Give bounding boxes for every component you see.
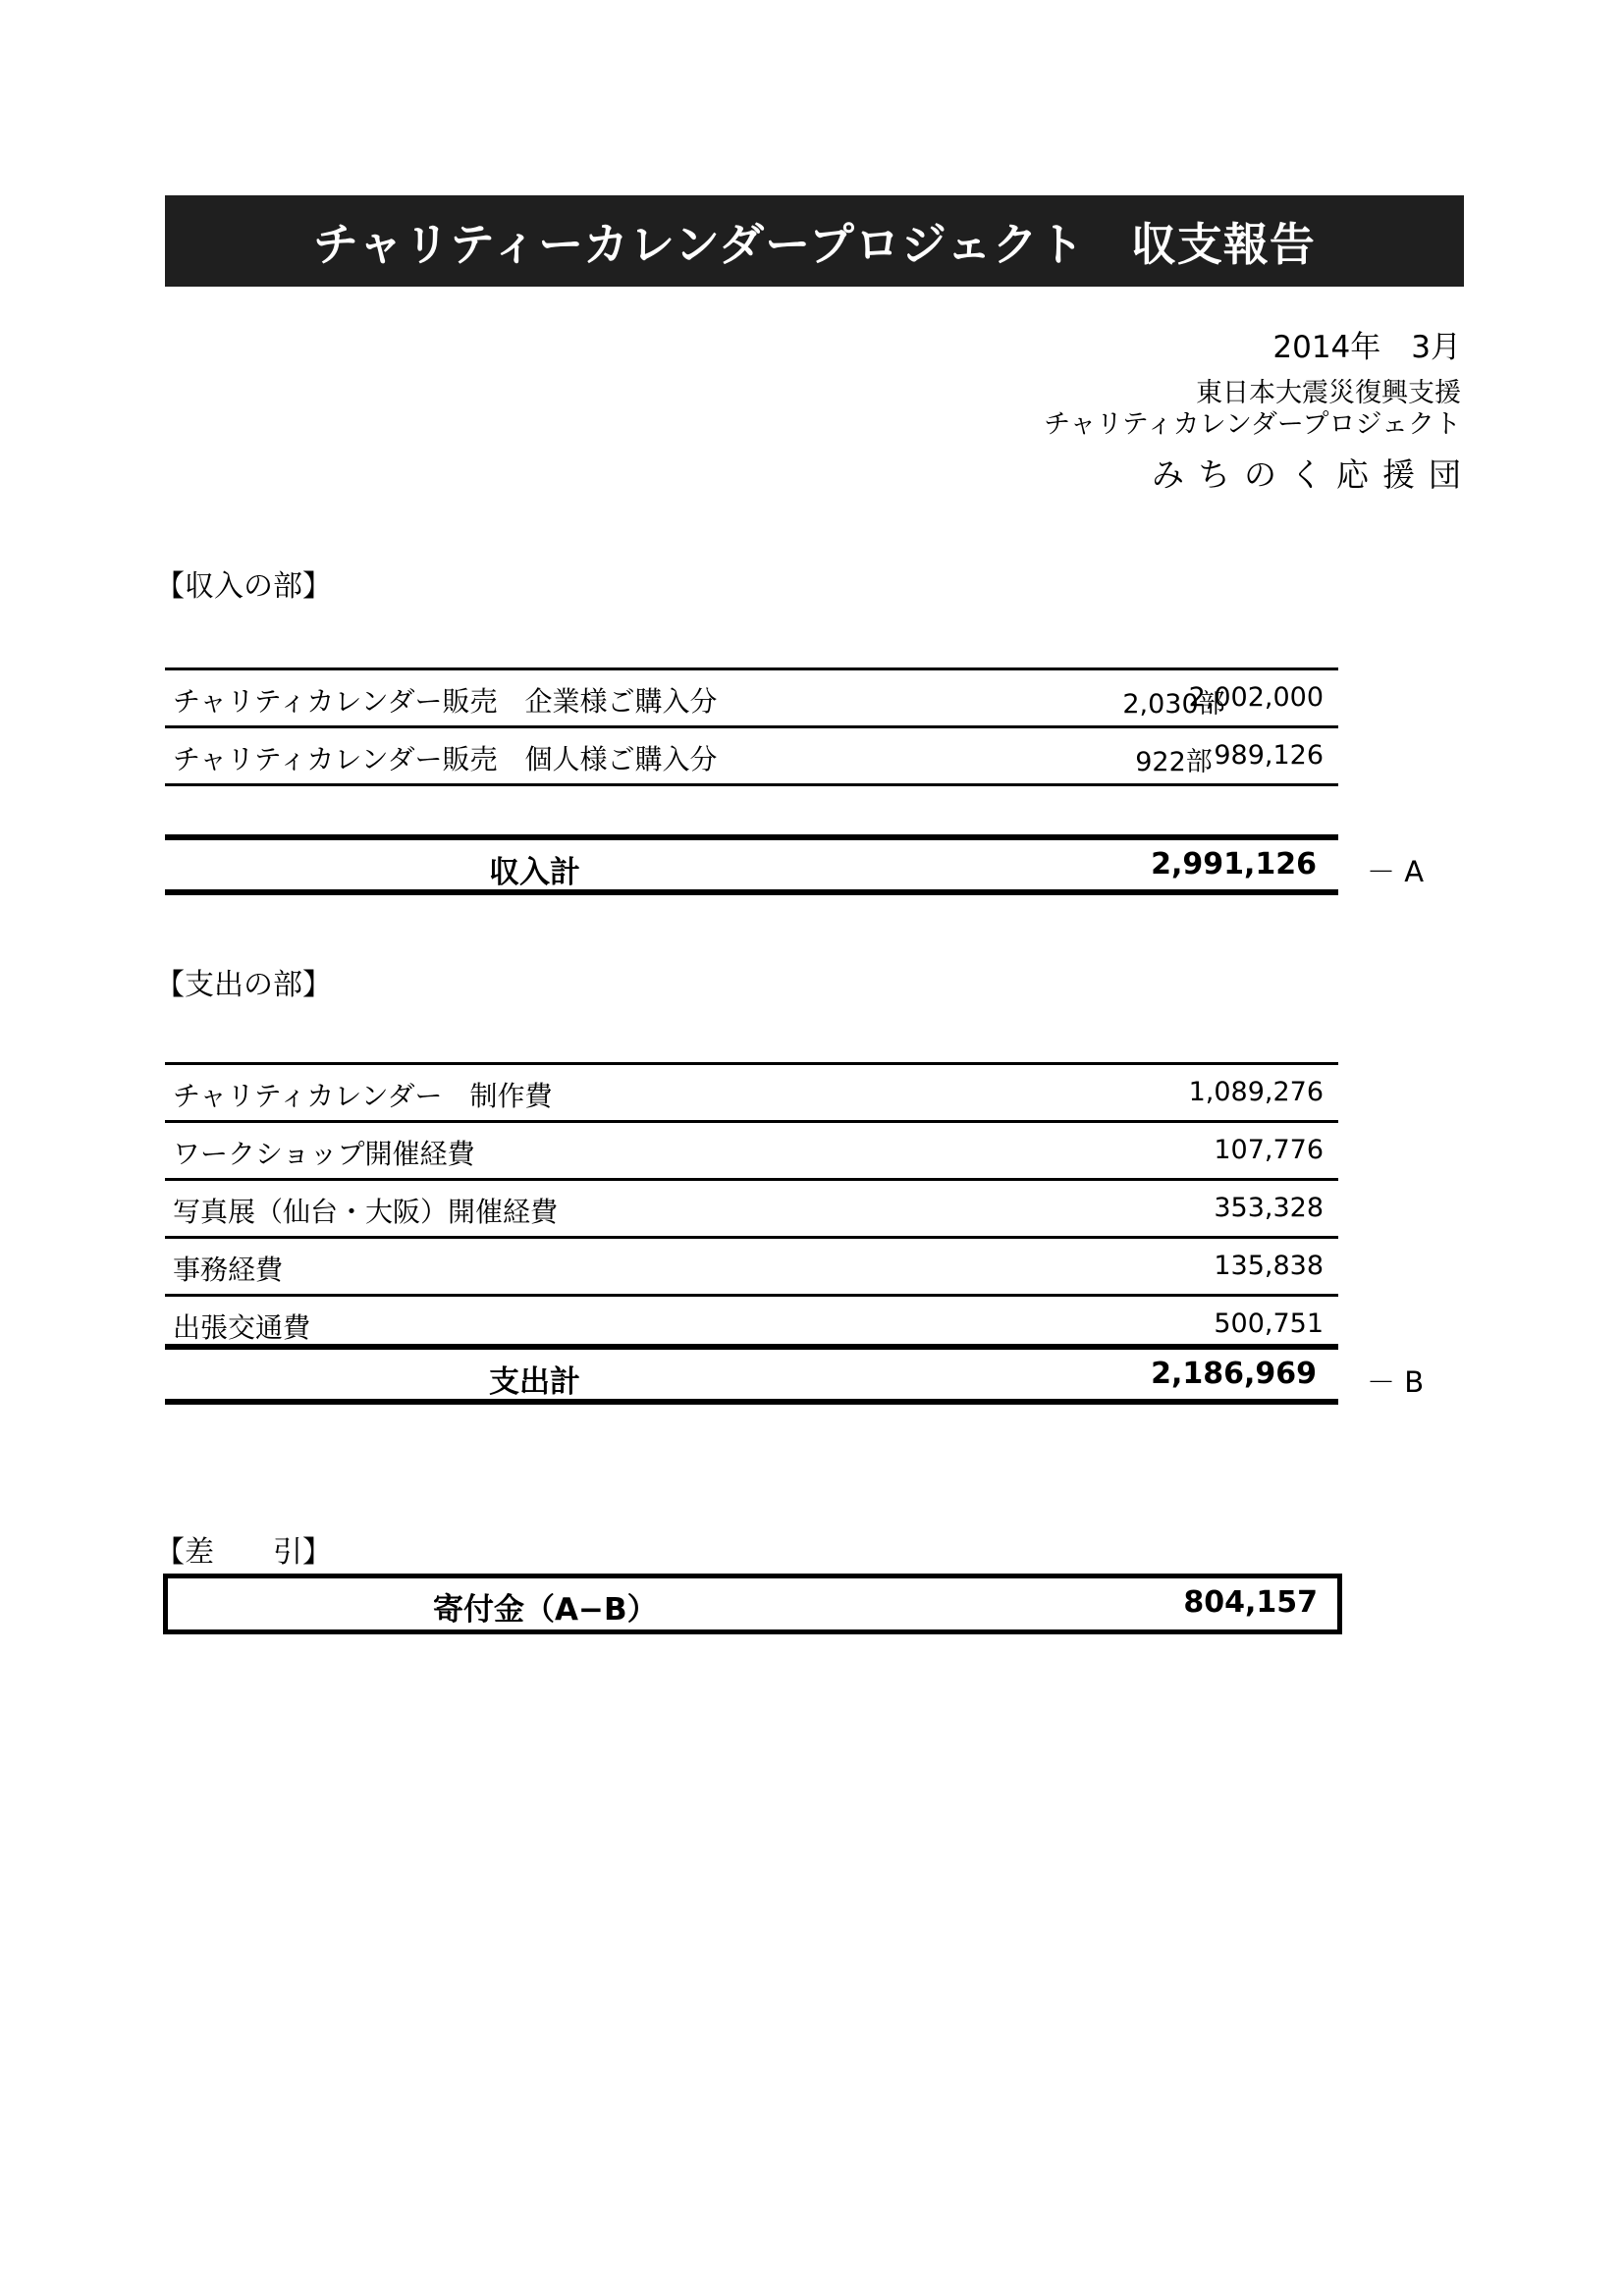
row-amount: 353,328 (1214, 1193, 1324, 1223)
income-total-row (165, 834, 1338, 895)
row-amount: 135,838 (1214, 1251, 1324, 1281)
row-amount: 1,089,276 (1188, 1077, 1324, 1107)
income-table (165, 667, 1338, 786)
row-qty: 2,030部 (1122, 689, 1225, 720)
report-title: チャリティーカレンダープロジェクト 収支報告 (165, 195, 1464, 287)
row-label: 出張交通費 (173, 1311, 311, 1344)
org-line-1: 東日本大震災復興支援 (1196, 378, 1461, 408)
row-amount: 500,751 (1214, 1308, 1324, 1339)
row-qty: 922部 (1135, 747, 1213, 777)
row-amount: 107,776 (1214, 1135, 1324, 1165)
table-row (165, 1062, 1338, 1120)
row-label: 写真展（仙台・大阪）開催経費 (173, 1196, 559, 1228)
table-row (165, 1236, 1338, 1294)
expense-table (165, 1062, 1338, 1352)
report-date: 2014年 3月 (1272, 330, 1461, 365)
table-row (165, 667, 1338, 725)
income-marker: － A (1367, 855, 1425, 888)
table-row (165, 725, 1338, 786)
donation-label: 寄付金（A−B） (433, 1592, 658, 1628)
org-name: みちのく応援団 (1152, 455, 1475, 494)
row-label: チャリティカレンダー 制作費 (173, 1080, 553, 1112)
table-row (165, 1120, 1338, 1178)
row-amount: 2,002,000 (1188, 682, 1324, 713)
table-row (165, 1178, 1338, 1236)
expense-marker: － B (1367, 1365, 1425, 1399)
expense-total-amount: 2,186,969 (1151, 1357, 1317, 1391)
difference-heading: 【差 引】 (155, 1535, 332, 1570)
row-label: チャリティカレンダー販売 個人様ご購入分 (173, 743, 718, 775)
row-label: ワークショップ開催経費 (173, 1138, 475, 1170)
row-label: 事務経費 (173, 1254, 284, 1286)
row-label: チャリティカレンダー販売 企業様ご購入分 (173, 685, 718, 718)
expense-heading: 【支出の部】 (155, 968, 332, 1002)
donation-box (163, 1574, 1342, 1634)
income-heading: 【収入の部】 (155, 569, 332, 604)
expense-total-row (165, 1344, 1338, 1405)
income-total-amount: 2,991,126 (1151, 847, 1317, 881)
row-amount: 989,126 (1214, 740, 1324, 771)
income-total-label: 収入計 (489, 855, 580, 890)
expense-total-label: 支出計 (489, 1364, 580, 1400)
donation-amount: 804,157 (1183, 1585, 1318, 1620)
org-line-2: チャリティカレンダープロジェクト (1044, 409, 1461, 440)
